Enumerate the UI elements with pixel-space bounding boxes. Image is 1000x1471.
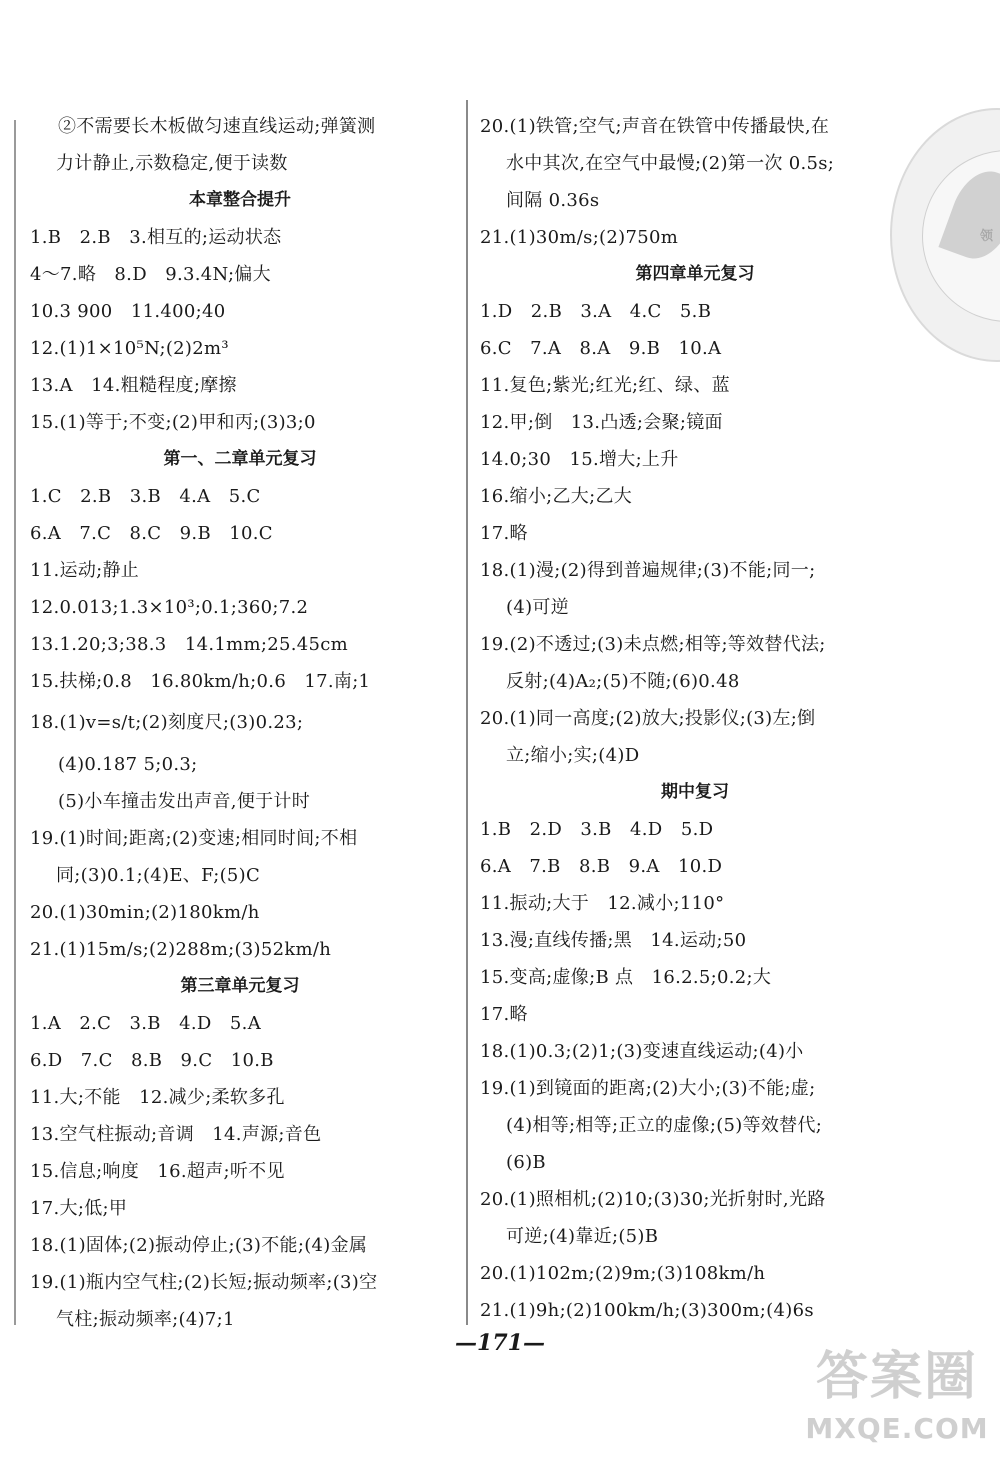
watermark-logo [802, 1345, 992, 1465]
answer-line: 13.A 14.粗糙程度;摩擦 [30, 375, 237, 396]
answer-line: 20.(1)同一高度;(2)放大;投影仪;(3)左;倒 [480, 708, 816, 729]
answer-line: 14.0;30 15.增大;上升 [480, 449, 679, 470]
answer-line: 21.(1)9h;(2)100km/h;(3)300m;(4)6s [480, 1300, 814, 1321]
answer-line: 6.C 7.A 8.A 9.B 10.A [480, 338, 722, 359]
answer-line: 21.(1)30m/s;(2)750m [480, 227, 679, 248]
answer-line: 13.空气柱振动;音调 14.声源;音色 [30, 1124, 322, 1145]
answer-line: 力计静止,示数稳定,便于读数 [56, 153, 288, 174]
answer-line: 16.缩小;乙大;乙大 [480, 486, 633, 507]
answer-line: 18.(1)漫;(2)得到普遍规律;(3)不能;同一; [480, 560, 816, 581]
answer-line: 6.A 7.B 8.B 9.A 10.D [480, 856, 723, 877]
answer-line: 17.略 [480, 523, 528, 544]
answer-line: 19.(1)到镜面的距离;(2)大小;(3)不能;虚; [480, 1078, 816, 1099]
answer-line: 12.0.013;1.3×10³;0.1;360;7.2 [30, 597, 309, 618]
answer-line: (4)可逆 [506, 597, 569, 618]
answer-line: (6)B [506, 1152, 546, 1173]
answer-line: 17.大;低;甲 [30, 1198, 128, 1219]
answer-line: (5)小车撞击发出声音,便于计时 [58, 791, 311, 812]
answer-line: 13.1.20;3;38.3 14.1mm;25.45cm [30, 634, 349, 655]
answer-line: 15.信息;响度 16.超声;听不见 [30, 1161, 285, 1182]
answer-line: 18.(1)固体;(2)振动停止;(3)不能;(4)金属 [30, 1235, 368, 1256]
answer-line: 12.甲;倒 13.凸透;会聚;镜面 [480, 412, 723, 433]
section-heading: 期中复习 [661, 782, 729, 802]
section-heading: 第三章单元复习 [180, 976, 300, 996]
answer-line: 1.B 2.D 3.B 4.D 5.D [480, 819, 714, 840]
answer-line: 12.(1)1×10⁵N;(2)2m³ [30, 338, 229, 359]
answer-line: 11.振动;大于 12.减小;110° [480, 893, 725, 914]
answer-line: 20.(1)102m;(2)9m;(3)108km/h [480, 1263, 766, 1284]
left-answer-column [30, 108, 450, 1338]
left-margin-rule [14, 120, 16, 1325]
stamp-text: 领 [980, 229, 994, 244]
answer-line: 11.复色;紫光;红光;红、绿、蓝 [480, 375, 730, 396]
answer-line: 10.3 900 11.400;40 [30, 301, 226, 322]
answer-line: 20.(1)铁管;空气;声音在铁管中传播最快,在 [480, 116, 830, 137]
answer-line: 1.C 2.B 3.B 4.A 5.C [30, 486, 261, 507]
answer-line: 1.A 2.C 3.B 4.D 5.A [30, 1013, 261, 1034]
answer-line: 立;缩小;实;(4)D [506, 745, 640, 766]
answer-line: 20.(1)照相机;(2)10;(3)30;光折射时,光路 [480, 1189, 826, 1210]
answer-line: 21.(1)15m/s;(2)288m;(3)52km/h [30, 939, 332, 960]
answer-line: 可逆;(4)靠近;(5)B [506, 1226, 659, 1247]
answer-line: 反射;(4)A₂;(5)不随;(6)0.48 [506, 671, 740, 692]
answer-line: 1.B 2.B 3.相互的;运动状态 [30, 227, 282, 248]
answer-line: 20.(1)30min;(2)180km/h [30, 902, 260, 923]
answer-line: 18.(1)v=s/t;(2)刻度尺;(3)0.23; [30, 712, 304, 733]
answer-line: 19.(2)不透过;(3)未点燃;相等;等效替代法; [480, 634, 826, 655]
answer-line: 15.(1)等于;不变;(2)甲和丙;(3)3;0 [30, 412, 316, 433]
answer-line: 18.(1)0.3;(2)1;(3)变速直线运动;(4)小 [480, 1041, 804, 1062]
answer-line: (4)0.187 5;0.3; [58, 754, 198, 775]
answer-line: 19.(1)时间;距离;(2)变速;相同时间;不相 [30, 828, 358, 849]
answer-line: 15.扶梯;0.8 16.80km/h;0.6 17.南;1 [30, 671, 371, 692]
answer-line: 19.(1)瓶内空气柱;(2)长短;振动频率;(3)空 [30, 1272, 378, 1293]
section-heading: 第四章单元复习 [635, 264, 755, 284]
column-divider [466, 100, 468, 1325]
answer-line: 11.运动;静止 [30, 560, 140, 581]
answer-line: 1.D 2.B 3.A 4.C 5.B [480, 301, 712, 322]
answer-line: 15.变高;虚像;B 点 16.2.5;0.2;大 [480, 967, 772, 988]
watermark-title: 答案圈 [815, 1347, 978, 1407]
answer-line: 气柱;振动频率;(4)7;1 [56, 1309, 235, 1330]
answer-line: 13.漫;直线传播;黑 14.运动;50 [480, 930, 747, 951]
answer-line: 水中其次,在空气中最慢;(2)第一次 0.5s; [506, 153, 835, 174]
answer-line: 17.略 [480, 1004, 528, 1025]
answer-line: ②不需要长木板做匀速直线运动;弹簧测 [58, 116, 376, 137]
right-answer-column [480, 108, 910, 1329]
section-heading: 本章整合提升 [189, 190, 291, 210]
answer-line: 间隔 0.36s [506, 190, 600, 211]
answer-line: 6.A 7.C 8.C 9.B 10.C [30, 523, 273, 544]
answer-line: 6.D 7.C 8.B 9.C 10.B [30, 1050, 274, 1071]
watermark-url: MXQE.COM [805, 1412, 989, 1445]
answer-line: 4～7.略 8.D 9.3.4N;偏大 [30, 264, 271, 285]
answer-line: (4)相等;相等;正立的虚像;(5)等效替代; [506, 1115, 823, 1136]
answer-line: 同;(3)0.1;(4)E、F;(5)C [56, 865, 261, 886]
section-heading: 第一、二章单元复习 [163, 449, 317, 469]
answer-line: 11.大;不能 12.减少;柔软多孔 [30, 1087, 285, 1108]
page-number: —171— [455, 1330, 545, 1356]
